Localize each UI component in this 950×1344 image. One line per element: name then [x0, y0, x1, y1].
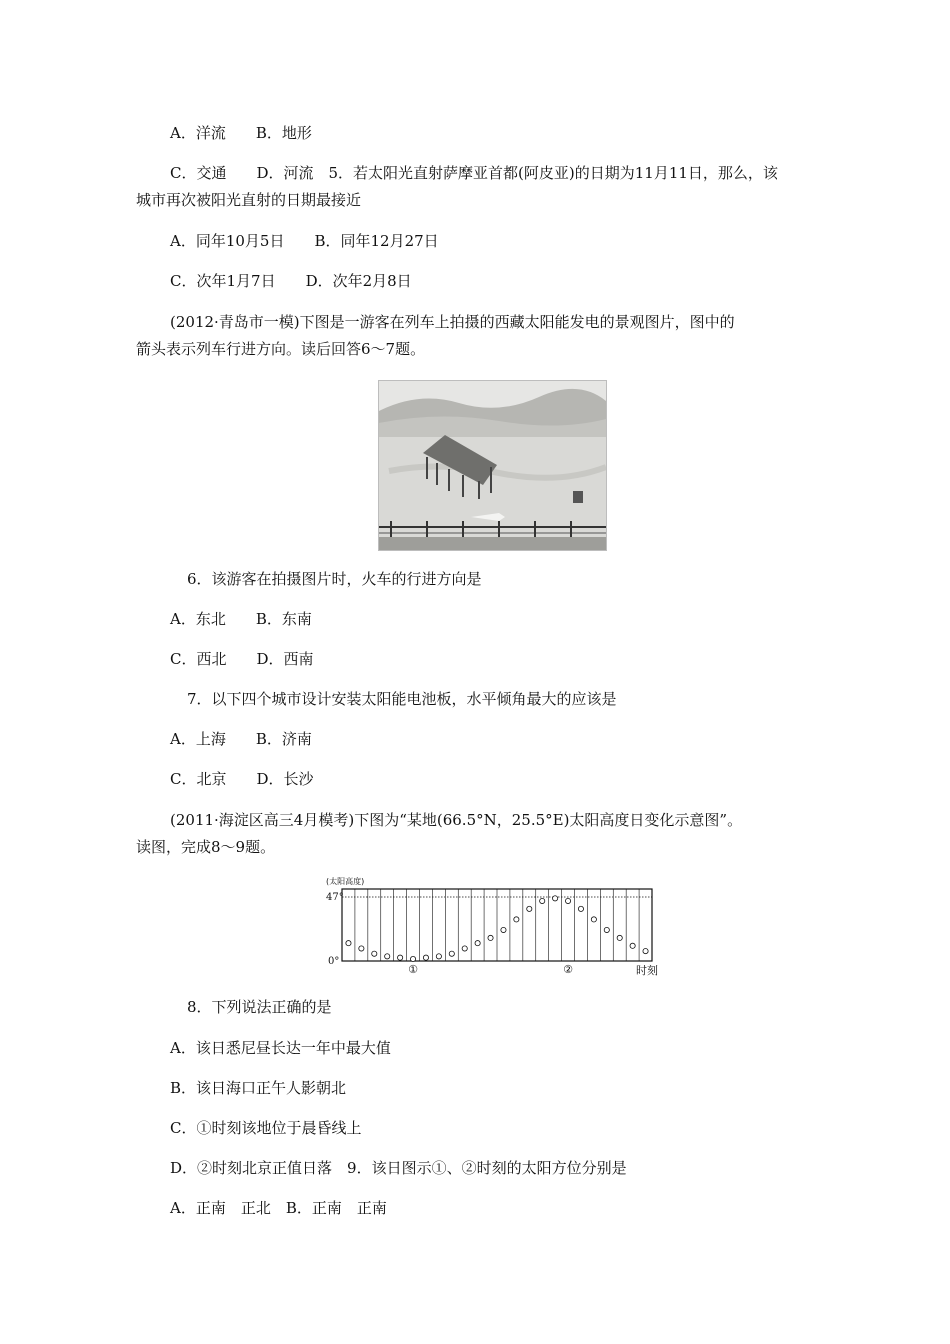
q6-stem: 6．该游客在拍摄图片时，火车的行进方向是 [187, 570, 482, 588]
altitude-point [449, 951, 454, 956]
q7-options-ab: A．上海 B．济南 [170, 730, 312, 748]
altitude-point [553, 896, 558, 901]
intro-6-7-line1: (2012·青岛市一模)下图是一游客在列车上拍摄的西藏太阳能发电的景观图片，图中的 [170, 313, 735, 331]
solar-panel-illustration [379, 381, 606, 550]
q7-stem: 7．以下四个城市设计安装太阳能电池板，水平倾角最大的应该是 [187, 690, 617, 708]
intro-8-9-line1: (2011·海淀区高三4月模考)下图为“某地(66.5°N，25.5°E)太阳高度日变化示意图”。 [170, 811, 743, 829]
time-markers [408, 963, 573, 976]
q4-options-ab: A．洋流 B．地形 [170, 124, 312, 142]
altitude-point [436, 954, 441, 959]
q5-options-ab: A．同年10月5日 B．同年12月27日 [170, 232, 439, 250]
y-tick-0: 0° [328, 956, 340, 967]
q4-options-cd-q5-stem: C．交通 D．河流 5．若太阳光直射萨摩亚首都(阿皮亚)的日期为11月11日，那么，该 [170, 164, 778, 182]
altitude-point [385, 954, 390, 959]
y-axis-label: (太阳高度) [326, 877, 365, 886]
x-axis-label: 时刻 [636, 964, 658, 977]
altitude-point [514, 917, 519, 922]
y-tick-47: 47° [326, 892, 344, 903]
time-marker-1: ① [408, 963, 418, 976]
q6-options-ab: A．东北 B．东南 [170, 610, 312, 628]
altitude-point [398, 955, 403, 960]
q9-options-ab: A．正南 正北 B．正南 正南 [170, 1199, 387, 1217]
q6-options-cd: C．西北 D．西南 [170, 650, 314, 668]
altitude-point [359, 946, 364, 951]
altitude-point [540, 898, 545, 903]
altitude-point [617, 935, 622, 940]
altitude-point [565, 898, 570, 903]
q8-option-c: C．①时刻该地位于晨昏线上 [170, 1119, 362, 1137]
q8-option-d-q9-stem: D．②时刻北京正值日落 9．该日图示①、②时刻的太阳方位分别是 [170, 1159, 627, 1177]
q8-option-a: A．该日悉尼昼长达一年中最大值 [170, 1039, 391, 1057]
altitude-point [462, 946, 467, 951]
altitude-point [372, 951, 377, 956]
altitude-point [630, 943, 635, 948]
altitude-point [475, 941, 480, 946]
altitude-point [346, 941, 351, 946]
intro-8-9-line2: 读图，完成8～9题。 [136, 838, 276, 856]
q5-stem-continued: 城市再次被阳光直射的日期最接近 [136, 191, 362, 209]
altitude-point [604, 927, 609, 932]
q8-option-b: B．该日海口正午人影朝北 [170, 1079, 347, 1097]
altitude-point [501, 927, 506, 932]
time-marker-2: ② [563, 963, 573, 976]
altitude-point [488, 935, 493, 940]
intro-6-7-line2: 箭头表示列车行进方向。读后回答6～7题。 [136, 340, 426, 358]
altitude-point [527, 906, 532, 911]
altitude-point [591, 917, 596, 922]
altitude-point [423, 955, 428, 960]
q8-stem: 8．下列说法正确的是 [187, 998, 332, 1016]
sun-altitude-chart [322, 875, 667, 977]
q7-options-cd: C．北京 D．长沙 [170, 770, 314, 788]
q5-options-cd: C．次年1月7日 D．次年2月8日 [170, 272, 412, 290]
altitude-point [578, 906, 583, 911]
solar-panel-photo [378, 380, 607, 551]
altitude-point [410, 956, 415, 961]
altitude-point [643, 948, 648, 953]
hour-grid-lines [355, 889, 639, 961]
